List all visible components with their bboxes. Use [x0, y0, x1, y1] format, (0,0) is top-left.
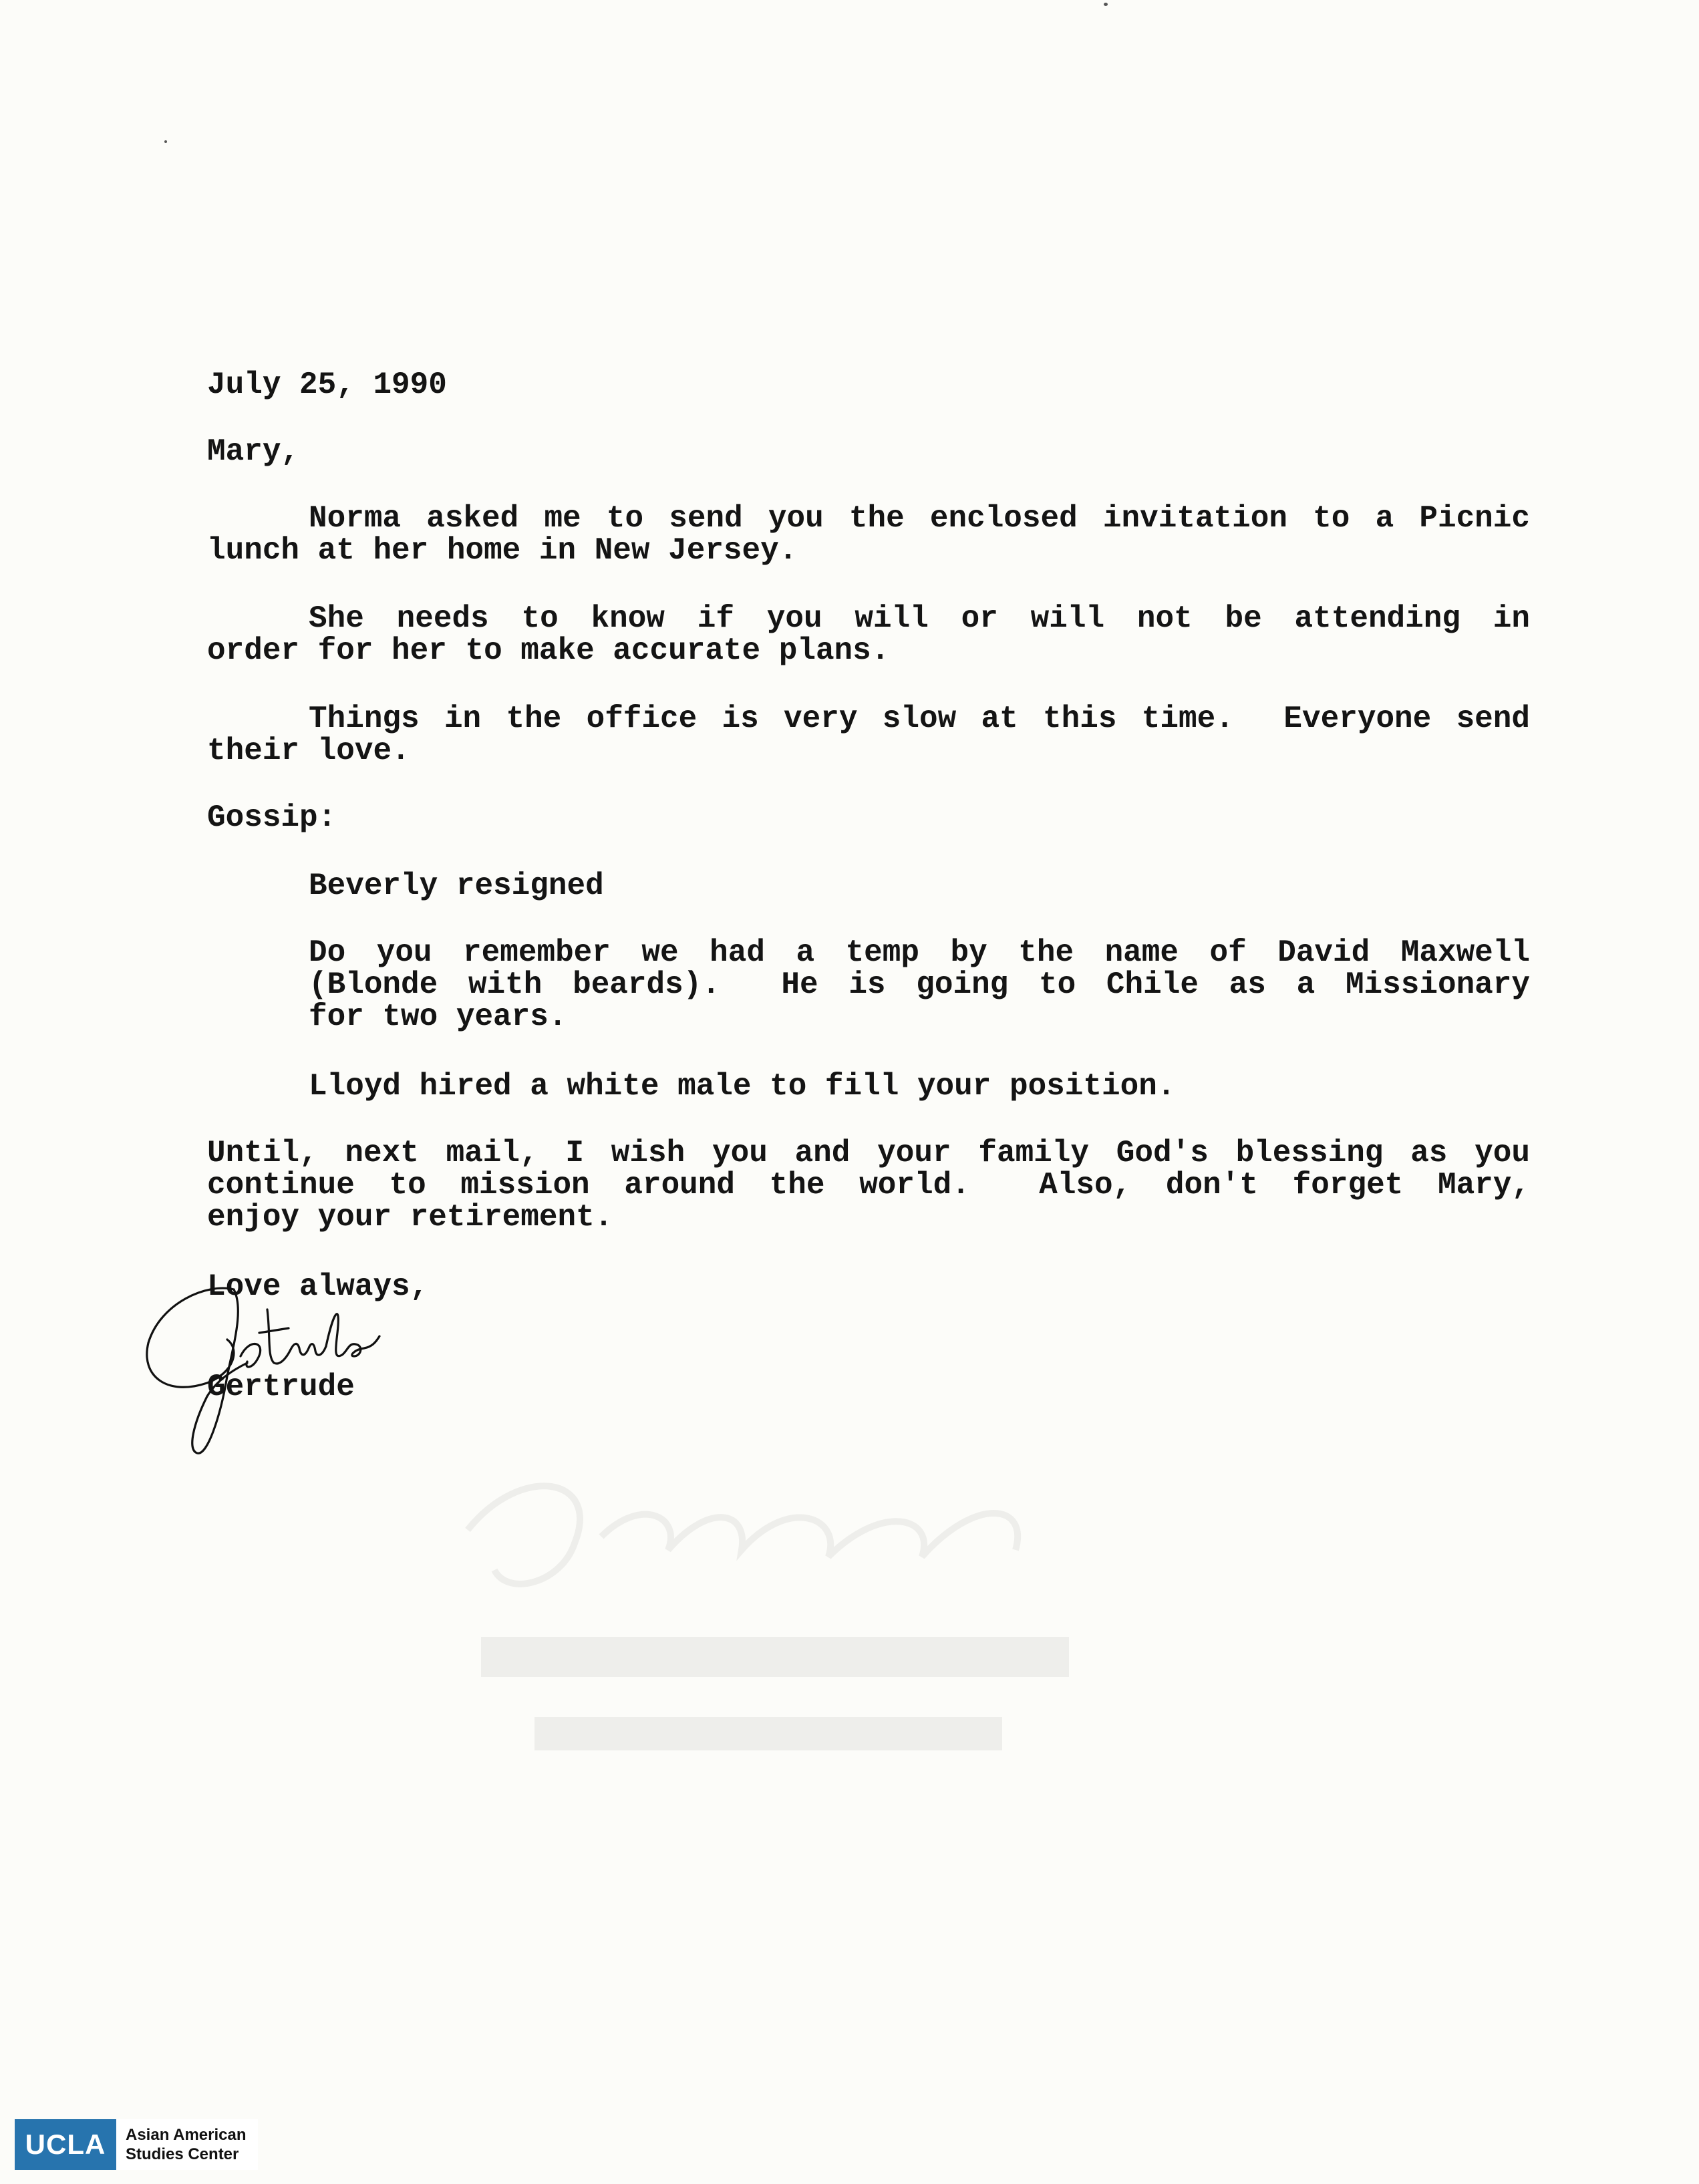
gossip-item-line: (Blonde with beards). He is going to Chile as a Missionary: [309, 967, 1530, 1002]
logo-caption-line: Studies Center: [126, 2145, 239, 2163]
closing-paragraph-line: enjoy your retirement.: [207, 1200, 613, 1235]
paragraph-invitation-line: lunch at her home in New Jersey.: [207, 533, 798, 568]
logo-caption-line: Asian American: [126, 2126, 247, 2144]
ucla-logo: [15, 2119, 258, 2170]
letter-salutation: Mary,: [207, 434, 300, 469]
closing-paragraph-line: continue to mission around the world. Also, don't forget Mary,: [207, 1168, 1530, 1203]
gossip-heading: Gossip:: [207, 800, 337, 835]
logo-caption: [126, 2125, 247, 2164]
gossip-item: Lloyd hired a white male to fill your position.: [309, 1069, 1176, 1104]
gossip-item-line: Do you remember we had a temp by the name of David Maxwell: [309, 935, 1530, 970]
ucla-logo-mark: UCLA: [15, 2119, 116, 2170]
closing-paragraph-line: Until, next mail, I wish you and your family God's blessing as you: [207, 1136, 1530, 1171]
paragraph-office-line: their love.: [207, 734, 410, 768]
letter-date: July 25, 1990: [207, 367, 447, 402]
paper-speck: [1104, 3, 1108, 6]
letter-closing: Love always,: [207, 1269, 429, 1304]
paragraph-invitation-line: Norma asked me to send you the enclosed invitation to a Picnic: [309, 501, 1530, 536]
bleed-through-mark: [428, 1436, 1163, 1784]
paragraph-attendance-line: She needs to know if you will or will not be attending in: [309, 601, 1530, 636]
signer-name: Gertrude: [207, 1370, 355, 1404]
gossip-item-line: for two years.: [309, 999, 567, 1034]
gossip-item: Beverly resigned: [309, 869, 604, 903]
handwritten-signature: [134, 1269, 388, 1470]
paragraph-attendance-line: order for her to make accurate plans.: [207, 633, 890, 668]
paragraph-office-line: Things in the office is very slow at this time. Everyone send: [309, 701, 1530, 736]
paper-speck: [164, 140, 167, 143]
